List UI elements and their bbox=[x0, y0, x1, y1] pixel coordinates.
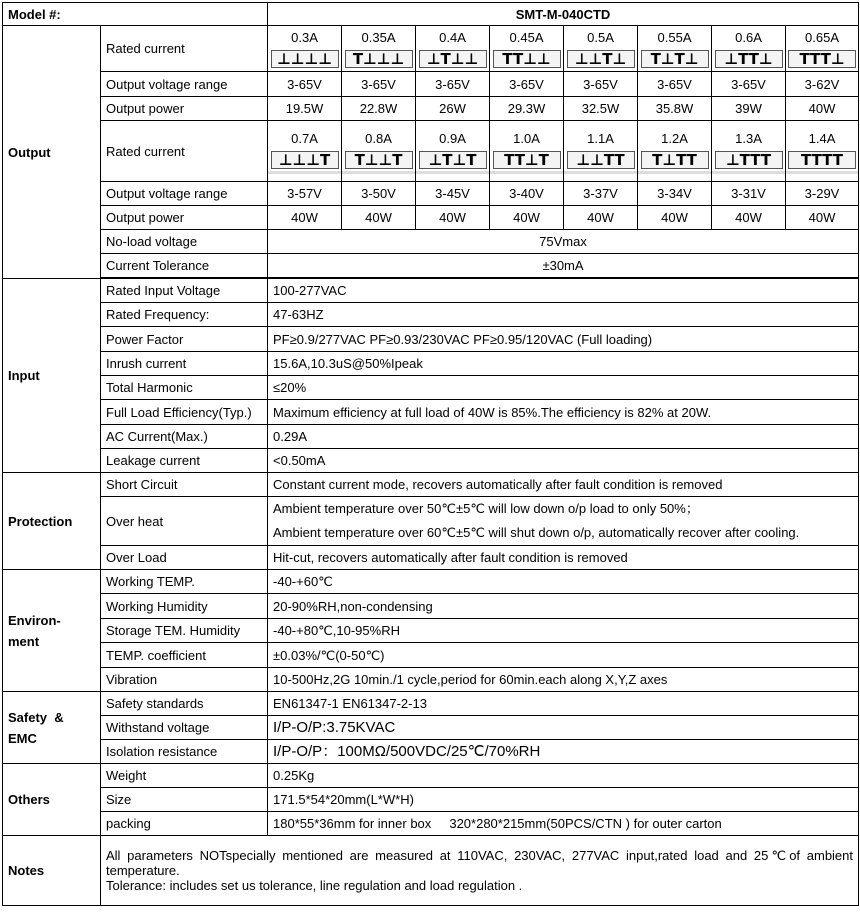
current-value: 1.4A bbox=[808, 130, 836, 146]
input-value: 15.6A,10.3uS@50%Ipeak bbox=[268, 352, 859, 376]
current-value: 0.55A bbox=[657, 29, 692, 45]
input-label: AC Current(Max.) bbox=[101, 425, 268, 449]
current-value: 0.45A bbox=[509, 29, 544, 45]
over-load-label: Over Load bbox=[101, 546, 268, 570]
over-heat-value bbox=[268, 497, 859, 546]
dip-switch-icon bbox=[715, 50, 783, 68]
safety-value: I/P-O/P:3.75KVAC bbox=[268, 716, 859, 740]
safety-value: EN61347-1 EN61347-2-13 bbox=[268, 692, 859, 716]
model-label: Model #: bbox=[3, 3, 268, 26]
input-value: 47-63HZ bbox=[268, 303, 859, 327]
dip-setting: ⊥⊥TT bbox=[576, 150, 625, 169]
current-value: 1.1A bbox=[587, 130, 614, 146]
env-label: Vibration bbox=[101, 668, 268, 692]
rated-current-cell bbox=[416, 26, 490, 72]
voltage-value: 3-65V bbox=[564, 72, 638, 97]
rated-current-cell bbox=[342, 26, 416, 72]
rated-current-cell bbox=[712, 121, 786, 182]
voltage-value: 3-50V bbox=[342, 182, 416, 206]
rated-current-label: Rated current bbox=[101, 121, 268, 182]
env-label: Working Humidity bbox=[101, 594, 268, 619]
voltage-value: 3-31V bbox=[712, 182, 786, 206]
dip-switch-icon bbox=[788, 50, 856, 68]
notes-line: All parameters NOTspecially mentioned are measured at 110VAC, 230VAC, 277VAC input,rated load and 25℃of ambient temperature. bbox=[106, 848, 854, 878]
env-label: Storage TEM. Humidity bbox=[101, 619, 268, 643]
input-label: Inrush current bbox=[101, 352, 268, 376]
dip-setting: ⊥T⊥⊥ bbox=[426, 49, 479, 68]
input-value: Maximum efficiency at full load of 40W is 85%.The efficiency is 82% at 20W. bbox=[268, 400, 859, 425]
over-heat-label: Over heat bbox=[101, 497, 268, 546]
dip-setting: ⊥T⊥T bbox=[428, 150, 477, 169]
power-value: 32.5W bbox=[564, 97, 638, 121]
voltage-value: 3-40V bbox=[490, 182, 564, 206]
section-environment-line: ment bbox=[8, 633, 40, 649]
dip-switch-icon bbox=[567, 50, 635, 68]
current-value: 0.7A bbox=[291, 130, 318, 146]
voltage-value: 3-65V bbox=[416, 72, 490, 97]
voltage-value: 3-34V bbox=[638, 182, 712, 206]
power-value: 39W bbox=[712, 97, 786, 121]
power-value: 19.5W bbox=[268, 97, 342, 121]
others-label: packing bbox=[101, 812, 268, 836]
current-value: 0.65A bbox=[805, 29, 839, 45]
short-circuit-label: Short Circuit bbox=[101, 473, 268, 497]
rated-current-cell bbox=[564, 121, 638, 182]
power-value: 40W bbox=[638, 206, 712, 230]
input-label: Rated Frequency: bbox=[101, 303, 268, 327]
dip-setting: ⊥TT⊥ bbox=[724, 49, 773, 68]
input-value: 0.29A bbox=[268, 425, 859, 449]
no-load-voltage-label: No-load voltage bbox=[101, 230, 268, 254]
output-power-label: Output power bbox=[101, 97, 268, 121]
current-value: 0.8A bbox=[365, 130, 392, 146]
current-value: 0.35A bbox=[361, 29, 396, 45]
rated-current-cell bbox=[490, 26, 564, 72]
input-label: Leakage current bbox=[101, 449, 268, 473]
section-environment bbox=[3, 570, 101, 692]
section-others: Others bbox=[3, 764, 101, 836]
input-value: ≤20% bbox=[268, 376, 859, 400]
rated-current-cell bbox=[712, 26, 786, 72]
voltage-value: 3-29V bbox=[786, 182, 859, 206]
current-value: 0.9A bbox=[439, 130, 466, 146]
voltage-range-label: Output voltage range bbox=[101, 72, 268, 97]
rated-current-cell bbox=[490, 121, 564, 182]
power-value: 35.8W bbox=[638, 97, 712, 121]
voltage-value: 3-62V bbox=[786, 72, 859, 97]
voltage-value: 3-65V bbox=[638, 72, 712, 97]
voltage-value: 3-65V bbox=[490, 72, 564, 97]
rated-current-cell bbox=[268, 26, 342, 72]
rated-current-cell bbox=[638, 26, 712, 72]
dip-setting: TTT⊥ bbox=[799, 49, 845, 68]
voltage-value: 3-65V bbox=[712, 72, 786, 97]
env-label: TEMP. coefficient bbox=[101, 643, 268, 668]
power-value: 40W bbox=[786, 97, 859, 121]
rated-current-cell bbox=[786, 26, 859, 72]
current-tolerance-label: Current Tolerance bbox=[101, 254, 268, 278]
dip-switch-icon bbox=[788, 151, 856, 169]
section-protection: Protection bbox=[3, 473, 101, 570]
dip-setting: T⊥⊥T bbox=[354, 150, 403, 169]
short-circuit-value: Constant current mode, recovers automatically after fault condition is removed bbox=[268, 473, 859, 497]
over-heat-line: Ambient temperature over 60℃±5℃ will shut down o/p, automatically recover after cooling. bbox=[273, 525, 800, 540]
power-value: 40W bbox=[268, 206, 342, 230]
power-value: 29.3W bbox=[490, 97, 564, 121]
others-label: Weight bbox=[101, 764, 268, 788]
dip-switch-icon bbox=[641, 50, 709, 68]
dip-setting: TT⊥⊥ bbox=[502, 49, 551, 68]
voltage-value: 3-37V bbox=[564, 182, 638, 206]
rated-current-cell bbox=[342, 121, 416, 182]
rated-current-cell bbox=[564, 26, 638, 72]
rated-current-cell bbox=[786, 121, 859, 182]
section-input: Input bbox=[3, 279, 101, 473]
dip-switch-icon bbox=[493, 151, 561, 169]
current-value: 0.6A bbox=[735, 29, 762, 45]
voltage-value: 3-45V bbox=[416, 182, 490, 206]
dip-switch-icon bbox=[345, 151, 413, 169]
input-label: Rated Input Voltage bbox=[101, 279, 268, 303]
input-value: PF≥0.9/277VAC PF≥0.93/230VAC PF≥0.95/120VAC (Full loading) bbox=[268, 327, 859, 352]
dip-switch-icon bbox=[567, 151, 635, 169]
current-value: 1.2A bbox=[661, 130, 688, 146]
input-label: Total Harmonic bbox=[101, 376, 268, 400]
voltage-value: 3-65V bbox=[268, 72, 342, 97]
others-value: 0.25Kg bbox=[268, 764, 859, 788]
output-power-label: Output power bbox=[101, 206, 268, 230]
dip-switch-icon bbox=[419, 151, 487, 169]
safety-label: Safety standards bbox=[101, 692, 268, 716]
dip-switch-icon bbox=[641, 151, 709, 169]
power-value: 40W bbox=[416, 206, 490, 230]
env-label: Working TEMP. bbox=[101, 570, 268, 594]
current-tolerance-value: ±30mA bbox=[268, 254, 859, 278]
current-value: 0.3A bbox=[291, 29, 318, 45]
notes-line: Tolerance: includes set us tolerance, line regulation and load regulation . bbox=[106, 878, 523, 893]
dip-setting: ⊥TTT bbox=[725, 150, 772, 169]
rated-current-cell bbox=[416, 121, 490, 182]
spec-table bbox=[2, 2, 859, 906]
input-label: Power Factor bbox=[101, 327, 268, 352]
env-value: -40-+80℃,10-95%RH bbox=[268, 619, 859, 643]
power-value: 40W bbox=[490, 206, 564, 230]
current-value: 1.0A bbox=[513, 130, 540, 146]
power-value: 40W bbox=[564, 206, 638, 230]
model-number: SMT-M-040CTD bbox=[268, 3, 859, 26]
others-value: 180*55*36mm for inner box 320*280*215mm(50PCS/CTN ) for outer carton bbox=[268, 812, 859, 836]
rated-current-cell bbox=[638, 121, 712, 182]
rated-current-cell bbox=[268, 121, 342, 182]
notes-text bbox=[101, 836, 859, 906]
dip-setting: TTTT bbox=[801, 150, 843, 169]
dip-setting: ⊥⊥T⊥ bbox=[574, 49, 627, 68]
others-value: 171.5*54*20mm(L*W*H) bbox=[268, 788, 859, 812]
env-value: 10-500Hz,2G 10min./1 cycle,period for 60min.each along X,Y,Z axes bbox=[268, 668, 859, 692]
section-notes: Notes bbox=[3, 836, 101, 906]
dip-switch-icon bbox=[715, 151, 783, 169]
rated-current-label: Rated current bbox=[101, 26, 268, 72]
dip-switch-icon bbox=[419, 50, 487, 68]
voltage-value: 3-57V bbox=[268, 182, 342, 206]
current-value: 1.3A bbox=[735, 130, 762, 146]
safety-value: I/P-O/P：100MΩ/500VDC/25℃/70%RH bbox=[268, 740, 859, 764]
dip-switch-icon bbox=[271, 50, 339, 68]
current-value: 0.4A bbox=[439, 29, 466, 45]
section-safety-line: EMC bbox=[8, 730, 37, 746]
env-value: 20-90%RH,non-condensing bbox=[268, 594, 859, 619]
over-load-value: Hit-cut, recovers automatically after fault condition is removed bbox=[268, 546, 859, 570]
over-heat-line: Ambient temperature over 50℃±5℃ will low down o/p load to only 50%； bbox=[273, 501, 699, 516]
safety-label: Withstand voltage bbox=[101, 716, 268, 740]
input-value: <0.50mA bbox=[268, 449, 859, 473]
power-value: 22.8W bbox=[342, 97, 416, 121]
power-value: 40W bbox=[342, 206, 416, 230]
no-load-voltage-value: 75Vmax bbox=[268, 230, 859, 254]
dip-setting: T⊥T⊥ bbox=[650, 49, 699, 68]
section-safety bbox=[3, 692, 101, 764]
input-label: Full Load Efficiency(Typ.) bbox=[101, 400, 268, 425]
env-value: -40-+60℃ bbox=[268, 570, 859, 594]
power-value: 40W bbox=[786, 206, 859, 230]
dip-setting: T⊥TT bbox=[652, 150, 697, 169]
input-value: 100-277VAC bbox=[268, 279, 859, 303]
power-value: 26W bbox=[416, 97, 490, 121]
others-label: Size bbox=[101, 788, 268, 812]
safety-label: Isolation resistance bbox=[101, 740, 268, 764]
current-value: 0.5A bbox=[587, 29, 614, 45]
dip-switch-icon bbox=[271, 151, 339, 169]
dip-setting: ⊥⊥⊥⊥ bbox=[277, 49, 332, 68]
voltage-value: 3-65V bbox=[342, 72, 416, 97]
section-output: Output bbox=[3, 26, 101, 279]
dip-setting: T⊥⊥⊥ bbox=[352, 49, 405, 68]
section-environment-line: Environ- bbox=[8, 612, 61, 628]
dip-switch-icon bbox=[493, 50, 561, 68]
power-value: 40W bbox=[712, 206, 786, 230]
dip-setting: ⊥⊥⊥T bbox=[278, 150, 331, 169]
env-value: ±0.03%/℃(0-50℃) bbox=[268, 643, 859, 668]
dip-switch-icon bbox=[345, 50, 413, 68]
section-safety-line: Safety & bbox=[8, 709, 64, 725]
dip-setting: TT⊥T bbox=[504, 150, 549, 169]
voltage-range-label: Output voltage range bbox=[101, 182, 268, 206]
